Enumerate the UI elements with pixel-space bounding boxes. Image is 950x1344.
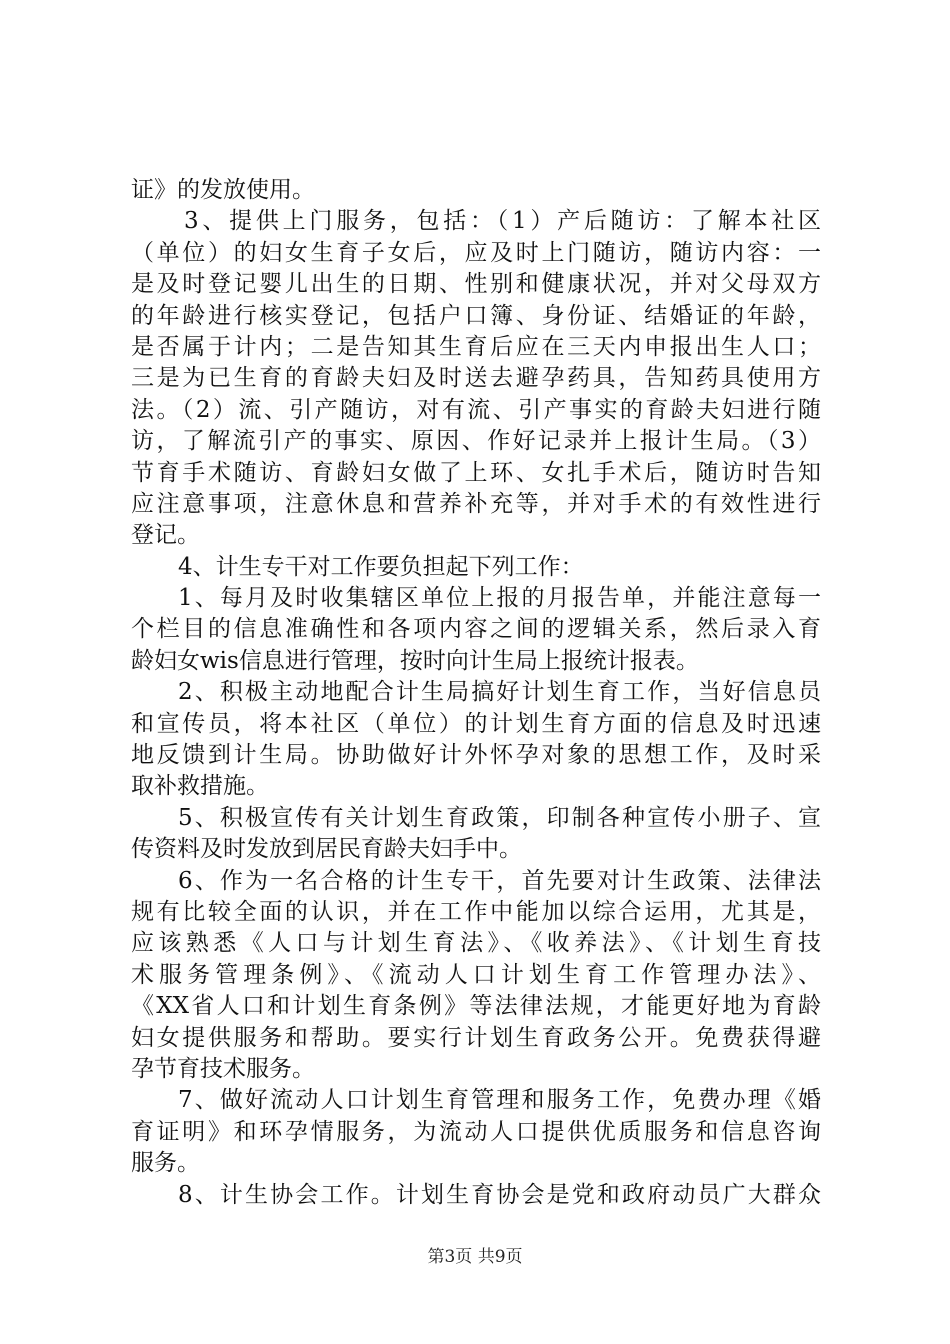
text-line: 和宣传员，将本社区（单位）的计划生育方面的信息及时迅速 (131, 710, 821, 737)
text-line: 个栏目的信息准确性和各项内容之间的逻辑关系，然后录入育 (131, 616, 821, 643)
text-line: 1、每月及时收集辖区单位上报的月报告单，并能注意每一 (178, 585, 821, 612)
text-line: 龄妇女wis信息进行管理，按时向计生局上报统计报表。 (131, 647, 699, 674)
text-line: 2、积极主动地配合计生局搞好计划生育工作，当好信息员 (178, 679, 821, 706)
text-line: 规有比较全面的认识，并在工作中能加以综合运用，尤其是， (131, 898, 821, 925)
text-line: 访，了解流引产的事实、原因、作好记录并上报计生局。（3） (131, 428, 821, 455)
text-line: 5、积极宣传有关计划生育政策，印制各种宣传小册子、宣 (178, 804, 821, 831)
text-line: 《XX省人口和计划生育条例》等法律法规，才能更好地为育龄 (131, 993, 821, 1020)
text-line: 应该熟悉《人口与计划生育法》、《收养法》、《计划生育技 (131, 930, 821, 957)
text-line: 是否属于计内；二是告知其生育后应在三天内申报出生人口； (131, 333, 821, 360)
text-line: 7、做好流动人口计划生育管理和服务工作，免费办理《婚 (178, 1087, 821, 1114)
text-line: 3、提供上门服务，包括：（1）产后随访：了解本社区 (184, 208, 821, 235)
text-line: 节育手术随访、育龄妇女做了上环、女扎手术后，随访时告知 (131, 459, 821, 486)
text-line: 术服务管理条例》、《流动人口计划生育工作管理办法》、 (131, 961, 821, 988)
text-line: 三是为已生育的育龄夫妇及时送去避孕药具，告知药具使用方 (131, 365, 821, 392)
text-line: 8、计生协会工作。计划生育协会是党和政府动员广大群众 (178, 1181, 821, 1208)
text-line: 6、作为一名合格的计生专干，首先要对计生政策、法律法 (178, 867, 821, 894)
text-line: 的年龄进行核实登记，包括户口簿、身份证、结婚证的年龄， (131, 302, 821, 329)
text-line: 法。（2）流、引产随访，对有流、引产事实的育龄夫妇进行随 (131, 396, 821, 423)
text-line: 登记。 (131, 522, 200, 549)
page-footer: 第3页 共9页 (427, 1247, 523, 1267)
text-line: 妇女提供服务和帮助。要实行计划生育政务公开。免费获得避 (131, 1024, 821, 1051)
document-body (131, 175, 821, 1211)
text-line: （单位）的妇女生育子女后，应及时上门随访，随访内容：一 (131, 239, 821, 266)
text-line: 育证明》和环孕情服务，为流动人口提供优质服务和信息咨询 (131, 1118, 821, 1145)
text-line: 孕节育技术服务。 (131, 1055, 315, 1082)
text-line: 应注意事项，注意休息和营养补充等，并对手术的有效性进行 (131, 490, 821, 517)
text-line: 服务。 (131, 1150, 200, 1177)
text-line: 是及时登记婴儿出生的日期、性别和健康状况，并对父母双方 (131, 271, 821, 298)
text-line: 地反馈到计生局。协助做好计外怀孕对象的思想工作，及时采 (131, 742, 821, 769)
text-line: 4、计生专干对工作要负担起下列工作： (178, 553, 584, 580)
text-line: 传资料及时发放到居民育龄夫妇手中。 (131, 836, 522, 863)
text-line: 取补救措施。 (131, 773, 269, 800)
text-line: 证》的发放使用。 (131, 177, 315, 203)
